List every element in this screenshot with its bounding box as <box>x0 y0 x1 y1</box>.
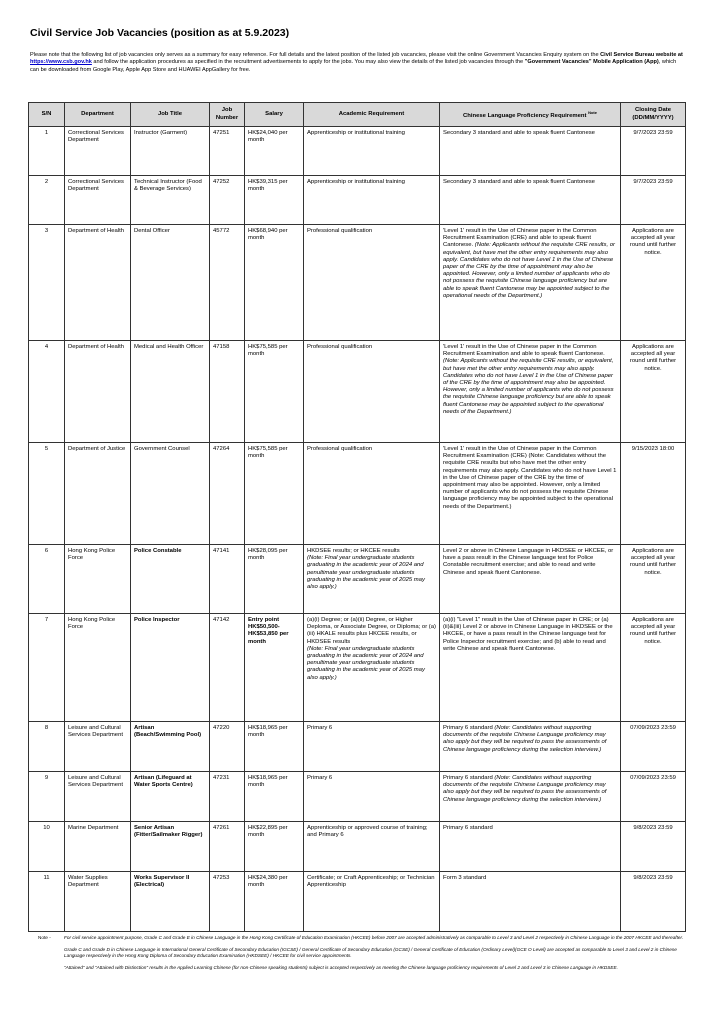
department-text: Correctional Services Department <box>68 130 124 144</box>
academic-text: (a)(i) Degree; or (a)(ii) Degree, or Higher Deploma, or Associate Degree, or Diploma; or (a)(iii) HKALE results plus HKCEE results, or HKDSEE results <box>307 617 436 645</box>
cell-sn <box>29 722 65 772</box>
table-row <box>29 176 686 225</box>
cell-department <box>65 176 131 225</box>
chinese-text: Primary 6 standard <box>443 825 493 831</box>
salary-text: Entry point HK$50,500- HK$53,850 per month <box>248 617 289 645</box>
job-number-text: 47264 <box>213 446 230 452</box>
academic-text: Professional qualification <box>307 344 373 350</box>
cell-sn <box>29 872 65 932</box>
note-2: Grade C and Grade D in Chinese Language in International General Certificate of Secondary Education (IGCSE) / General Certificate of Secondary Education (GCSE) / General Certificate of Education (Ordinary Level)(GCE O Level) are accepted as comparable to Level 3 and Level 2 in Chinese Language respectively in the Hong Kong Diploma of Secondary Education Examination (HKDSEE) / HKCEE for civil service appointments. <box>64 947 677 958</box>
header-chinese-label: Chinese Language Proficiency Requirement <box>463 112 587 119</box>
cell-job-title <box>131 772 210 822</box>
header-chinese-note: Note <box>588 109 597 115</box>
intro-text-1: Please note that the following list of job vacancies only serves as a summary for easy reference. For full details and the latest position of the listed job vacancies, please visit the online Government Vacancies Enquiry system on the <box>30 52 601 58</box>
cell-job-title <box>131 176 210 225</box>
cell-chinese <box>440 443 621 545</box>
salary-text: HK$68,940 per month <box>248 228 288 242</box>
cell-job-number <box>210 443 245 545</box>
salary-text: HK$28,095 per month <box>248 548 288 562</box>
salary-text: HK$18,965 per month <box>248 775 288 789</box>
cell-academic <box>304 614 440 722</box>
table-row <box>29 545 686 614</box>
sn-text: 8 <box>44 725 49 731</box>
job-number-text: 47141 <box>213 548 230 554</box>
cell-closing <box>621 545 686 614</box>
cell-chinese <box>440 127 621 176</box>
cell-closing <box>621 127 686 176</box>
job-number-text: 47261 <box>213 825 230 831</box>
cell-closing <box>621 822 686 872</box>
cell-salary <box>245 341 304 443</box>
chinese-text: Form 3 standard <box>443 875 487 881</box>
sn-text: 3 <box>44 228 49 234</box>
table-row <box>29 225 686 341</box>
job-title-text: Police Constable <box>134 548 182 554</box>
cell-academic <box>304 225 440 341</box>
cell-sn <box>29 225 65 341</box>
sn-text: 6 <box>44 548 49 554</box>
header-sn: S/N <box>29 103 65 127</box>
department-text: Hong Kong Police Force <box>68 548 116 562</box>
cell-job-number <box>210 872 245 932</box>
note-3: "Attained" and "Attained with Distinction" results in the Applied Learning Chinese (for non-Chinese speaking students) subject is accepted respectively as meeting the Chinese language proficiency requirements of Level 2 and Level 3 in Chinese Language in HKDSEE. <box>64 965 618 970</box>
academic-text: HKDSEE results; or HKCEE results <box>307 548 400 554</box>
job-number-text: 47142 <box>213 617 230 623</box>
closing-text: 9/8/2023 23:59 <box>633 875 673 881</box>
cell-job-title <box>131 872 210 932</box>
chinese-text: Secondary 3 standard and able to speak fluent Cantonese <box>443 179 595 185</box>
cell-sn <box>29 341 65 443</box>
chinese-note: (Note: Applicants without the requisite CRE results, or equivalent, but have met the other entry requirements may also apply. Candidates who do not have Level 1 in the Use of Chinese paper of the CRE by the time of appointment may also be appointed. However, only a limited number of applicants who do not possess the requisite Chinese language proficiency but are able to speak fluent Cantonese may be appointed subject to the operational needs of the Department.) <box>443 242 616 299</box>
table-row <box>29 872 686 932</box>
cell-academic <box>304 176 440 225</box>
job-number-text: 47251 <box>213 130 230 136</box>
header-salary: Salary <box>245 103 304 127</box>
cell-job-title <box>131 127 210 176</box>
cell-job-number <box>210 127 245 176</box>
cell-sn <box>29 614 65 722</box>
job-title-text: Artisan (Beach/Swimming Pool) <box>134 725 202 739</box>
table-row <box>29 341 686 443</box>
cell-sn <box>29 176 65 225</box>
department-text: Department of Health <box>68 344 124 350</box>
chinese-text: 'Level 1' result in the Use of Chinese paper in the Common Recruitment Examination and able to speak fluent Cantonese. <box>443 344 605 358</box>
cell-job-number <box>210 772 245 822</box>
cell-chinese <box>440 822 621 872</box>
job-number-text: 45772 <box>213 228 230 234</box>
chinese-text: Level 2 or above in Chinese Language in HKDSEE or HKCEE, or have a pass result in the Chinese language test for Police Constable recruitment exercise; and able to read and write Chinese and speak fluent Cantonese. <box>443 548 614 576</box>
csb-link[interactable]: https://www.csb.gov.hk <box>30 59 92 66</box>
note-1: For civil service appointment purpose, Grade C and Grade E in Chinese Language in the Hong Kong Certificate of Education Examination (HKCEE) before 2007 are accepted administratively as comparable to Level 3 and Level 2 respectively in Chinese Language in the 2007 HKCEE and thereafter. <box>64 935 684 940</box>
closing-text: Applications are accepted all year round until further notice. <box>629 548 677 576</box>
cell-salary <box>245 443 304 545</box>
cell-job-number <box>210 176 245 225</box>
sn-text: 9 <box>44 775 49 781</box>
cell-chinese <box>440 772 621 822</box>
cell-closing <box>621 341 686 443</box>
chinese-text: 'Level 1' result in the Use of Chinese paper in the Common Recruitment Examination (CRE) and able to speak fluent Cantonese. <box>443 228 597 249</box>
cell-job-number <box>210 822 245 872</box>
cell-department <box>65 341 131 443</box>
closing-text: Applications are accepted all year round until further notice. <box>629 617 677 645</box>
cell-job-title <box>131 614 210 722</box>
cell-department <box>65 722 131 772</box>
cell-academic <box>304 341 440 443</box>
department-text: Hong Kong Police Force <box>68 617 116 631</box>
job-number-text: 47158 <box>213 344 230 350</box>
sn-text: 7 <box>44 617 49 623</box>
cell-closing <box>621 225 686 341</box>
chinese-text: 'Level 1' result in the Use of Chinese paper in the Common Recruitment Examination (CRE) (Note: Candidates without the requisite CRE results but who have met the other entry requirements may also apply. Candidates who do not have Level 1 in the Use of Chinese paper of the CRE by the time of appointment may also be appointed. However, only a limited number of applicants who do not possess the requisite Chinese language proficiency may be appointed subject to the operational needs of the Department.) <box>443 446 617 510</box>
cell-salary <box>245 176 304 225</box>
chinese-text: (a)(i) "Level 1" result in the Use of Chinese paper in CRE; or (a)(ii)&(iii) Level 2 or above in Chinese Language in HKDSEE or the HKCEE, or have a pass result in the Chinese language test for Police Inspector recruitment exercise; and (b) able to read and write Chinese and speak fluent Cantonese. <box>443 617 613 652</box>
cell-job-title <box>131 822 210 872</box>
job-number-text: 47253 <box>213 875 230 881</box>
cell-chinese <box>440 872 621 932</box>
job-title-text: Dental Officer <box>134 228 170 234</box>
header-job-number: Job Number <box>210 103 245 127</box>
table-row <box>29 722 686 772</box>
department-text: Marine Department <box>68 825 119 831</box>
academic-text: Professional qualification <box>307 228 373 234</box>
chinese-note: (Note: Candidates without supporting documents of the requisite Chinese Language proficiency may also apply but they will be required to pass the assessments of Chinese language proficiency during the selection interview.) <box>443 775 607 803</box>
academic-note: (Note: Final year undergraduate students graduating in the academic year of 2024 and penultimate year undergraduate students graduating in the academic year of 2025 may also apply.) <box>307 555 425 591</box>
cell-closing <box>621 614 686 722</box>
cell-department <box>65 443 131 545</box>
academic-text: Apprenticeship or institutional training <box>307 130 405 136</box>
closing-text: Applications are accepted all year round until further notice. <box>629 344 677 372</box>
closing-text: 9/8/2023 23:59 <box>633 825 673 831</box>
chinese-note: (Note: Candidates without supporting documents of the requisite Chinese Language proficiency may also apply but they will be required to pass the assessments of Chinese language proficiency during the selection interview.) <box>443 725 607 753</box>
chinese-note: (Note: Applicants without the requisite CRE results, or equivalent, but have met the other entry requirements may also apply. Candidates who do not have Level 1 in the Use of Chinese paper of the CRE by the time of appointment may also be appointed. However, only a limited number of applicants who do not possess the requisite Chinese language proficiency but are able to speak fluent Cantonese may be appointed subject to the operational needs of the Department.) <box>443 358 614 415</box>
job-title-text: Senior Artisan (Fitter/Sailmaker Rigger) <box>134 825 203 839</box>
closing-text: 9/15/2023 18:00 <box>631 446 675 452</box>
app-name: "Government Vacancies" Mobile Application (App) <box>524 59 659 66</box>
academic-text: Primary 6 <box>307 725 333 731</box>
cell-chinese <box>440 545 621 614</box>
sn-text: 2 <box>44 179 49 185</box>
page-title: Civil Service Job Vacancies (position as at 5.9.2023) <box>30 27 290 39</box>
cell-department <box>65 614 131 722</box>
academic-text: Primary 6 <box>307 775 333 781</box>
salary-text: HK$24,040 per month <box>248 130 288 144</box>
chinese-text: Primary 6 standard <box>443 775 493 781</box>
closing-text: 9/7/2023 23:59 <box>633 179 673 185</box>
cell-salary <box>245 225 304 341</box>
cell-closing <box>621 722 686 772</box>
cell-department <box>65 772 131 822</box>
job-number-text: 47220 <box>213 725 230 731</box>
department-text: Correctional Services Department <box>68 179 124 193</box>
sn-text: 5 <box>44 446 49 452</box>
cell-chinese <box>440 614 621 722</box>
chinese-text: Primary 6 standard <box>443 725 493 731</box>
cell-chinese <box>440 225 621 341</box>
salary-text: HK$39,315 per month <box>248 179 288 193</box>
cell-salary <box>245 614 304 722</box>
table-row <box>29 772 686 822</box>
cell-salary <box>245 545 304 614</box>
academic-text: Professional qualification <box>307 446 373 452</box>
cell-sn <box>29 772 65 822</box>
academic-text: Apprenticeship or approved course of training; and Primary 6 <box>307 825 428 839</box>
job-title-text: Instructor (Garment) <box>134 130 188 136</box>
department-text: Leisure and Cultural Services Department <box>68 775 124 789</box>
cell-job-title <box>131 225 210 341</box>
academic-note: (Note: Final year undergraduate students graduating in the academic year of 2024 and penultimate year undergraduate students graduating in the academic year of 2025 may also apply.) <box>307 645 425 681</box>
academic-text: Certificate; or Craft Apprenticeship; or Technician Apprenticeship <box>307 875 435 889</box>
cell-academic <box>304 722 440 772</box>
intro-paragraph <box>30 52 685 74</box>
header-closing: Closing Date (DD/MM/YYYY) <box>621 103 686 127</box>
department-text: Department of Health <box>68 228 124 234</box>
notes-section <box>38 935 686 977</box>
table-row <box>29 822 686 872</box>
cell-sn <box>29 443 65 545</box>
job-title-text: Technical Instructor (Food & Beverage Services) <box>134 179 202 193</box>
cell-salary <box>245 772 304 822</box>
intro-text-2: and follow the application procedures as specified in the recruitment advertisements to apply for the jobs. You may also view the details of the listed job vacancies through the <box>91 59 525 66</box>
job-title-text: Police Inspector <box>134 617 180 623</box>
header-chinese <box>440 103 621 127</box>
intro-text-3: , which can be downloaded from Google Play, Apple App Store and HUAWEI AppGallery for free. <box>30 59 677 73</box>
table-header-row <box>29 103 686 127</box>
cell-job-title <box>131 722 210 772</box>
cell-closing <box>621 772 686 822</box>
cell-job-number <box>210 722 245 772</box>
sn-text: 1 <box>44 130 49 136</box>
cell-department <box>65 545 131 614</box>
cell-job-number <box>210 341 245 443</box>
cell-department <box>65 822 131 872</box>
cell-academic <box>304 545 440 614</box>
cell-closing <box>621 872 686 932</box>
department-text: Water Supplies Department <box>68 875 108 889</box>
job-number-text: 47231 <box>213 775 230 781</box>
academic-text: Apprenticeship or institutional training <box>307 179 405 185</box>
cell-academic <box>304 127 440 176</box>
cell-sn <box>29 822 65 872</box>
cell-chinese <box>440 341 621 443</box>
cell-department <box>65 872 131 932</box>
salary-text: HK$22,895 per month <box>248 825 288 839</box>
cell-job-number <box>210 545 245 614</box>
cell-academic <box>304 443 440 545</box>
table-row <box>29 443 686 545</box>
cell-salary <box>245 127 304 176</box>
job-title-text: Artisan (Lifeguard at Water Sports Centre) <box>134 775 193 789</box>
closing-text: 07/09/2023 23:59 <box>630 725 676 731</box>
cell-job-title <box>131 341 210 443</box>
department-text: Department of Justice <box>68 446 126 452</box>
cell-sn <box>29 545 65 614</box>
cell-job-title <box>131 545 210 614</box>
cell-closing <box>621 176 686 225</box>
cell-salary <box>245 822 304 872</box>
cell-academic <box>304 872 440 932</box>
header-academic: Academic Requirement <box>304 103 440 127</box>
salary-text: HK$24,380 per month <box>248 875 288 889</box>
salary-text: HK$75,585 per month <box>248 344 288 358</box>
salary-text: HK$18,965 per month <box>248 725 288 739</box>
cell-department <box>65 225 131 341</box>
job-title-text: Works Supervisor II (Electrical) <box>134 875 190 889</box>
csb-label: Civil Service Bureau website at <box>600 52 683 58</box>
cell-job-title <box>131 443 210 545</box>
cell-salary <box>245 872 304 932</box>
cell-chinese <box>440 176 621 225</box>
cell-salary <box>245 722 304 772</box>
notes-label: Note - <box>38 935 51 940</box>
cell-job-number <box>210 225 245 341</box>
job-title-text: Government Counsel <box>134 446 190 452</box>
cell-academic <box>304 772 440 822</box>
sn-text: 10 <box>43 825 50 831</box>
sn-text: 11 <box>43 875 50 881</box>
department-text: Leisure and Cultural Services Department <box>68 725 124 739</box>
job-title-text: Medical and Health Officer <box>134 344 204 350</box>
cell-job-number <box>210 614 245 722</box>
closing-text: 9/7/2023 23:59 <box>633 130 673 136</box>
cell-chinese <box>440 722 621 772</box>
cell-sn <box>29 127 65 176</box>
table-row <box>29 127 686 176</box>
job-number-text: 47252 <box>213 179 230 185</box>
table-row <box>29 614 686 722</box>
salary-text: HK$75,585 per month <box>248 446 288 460</box>
header-job-title: Job Title <box>131 103 210 127</box>
sn-text: 4 <box>44 344 49 350</box>
cell-academic <box>304 822 440 872</box>
closing-text: 07/09/2023 23:59 <box>630 775 676 781</box>
cell-closing <box>621 443 686 545</box>
header-department: Department <box>65 103 131 127</box>
vacancies-table <box>28 102 686 932</box>
closing-text: Applications are accepted all year round until further notice. <box>629 228 677 256</box>
chinese-text: Secondary 3 standard and able to speak fluent Cantonese <box>443 130 595 136</box>
cell-department <box>65 127 131 176</box>
